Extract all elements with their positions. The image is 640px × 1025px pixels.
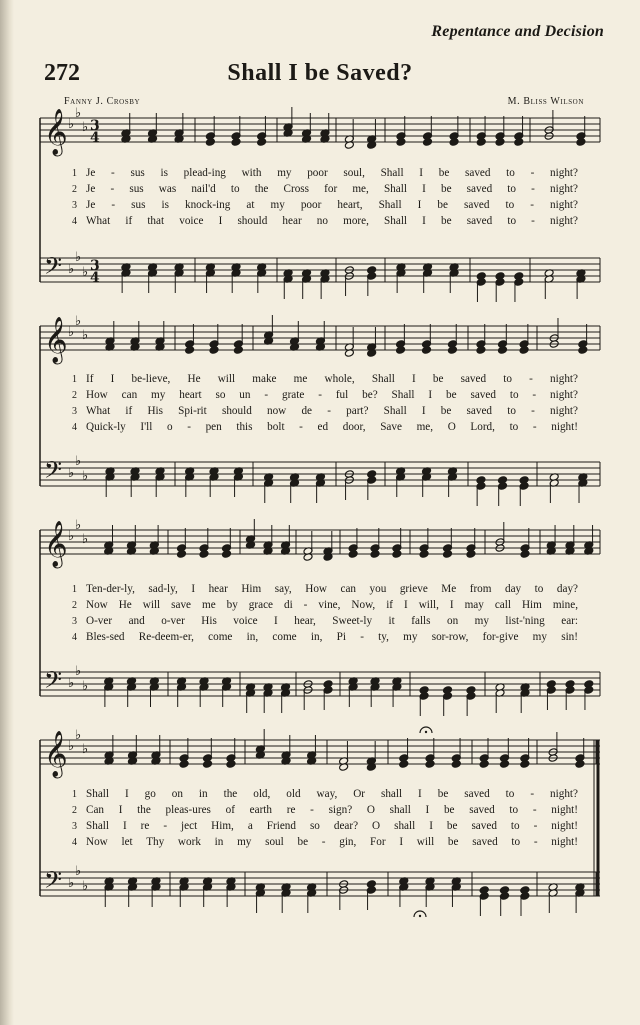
note-head bbox=[231, 138, 241, 147]
verse-number: 3 bbox=[72, 821, 77, 832]
lyric-text: How can my heart so un - grate - ful be? Shall I be saved to - night? bbox=[86, 389, 578, 401]
note-head bbox=[423, 138, 433, 147]
verse-number: 1 bbox=[72, 374, 77, 385]
words-credit: Fanny J. Crosby bbox=[64, 96, 141, 107]
note-head bbox=[205, 138, 215, 147]
note-head bbox=[500, 760, 510, 769]
note-head bbox=[476, 346, 486, 355]
note-head bbox=[222, 550, 232, 559]
verse-number: 1 bbox=[72, 789, 77, 800]
lyric-text: Shall I go on in the old, old way, Or shall I be saved to - night? bbox=[86, 788, 578, 800]
hymn-number: 272 bbox=[44, 60, 80, 86]
note-head bbox=[226, 760, 236, 769]
note-head bbox=[370, 550, 380, 559]
note-head bbox=[449, 138, 459, 147]
treble-clef-icon: 𝄞 bbox=[44, 317, 68, 363]
lyric-text: Shall I re - ject Him, a Friend so dear? O shall I be saved to - night! bbox=[86, 820, 578, 832]
note-head bbox=[498, 346, 508, 355]
flat-sign-icon: ♭ bbox=[68, 262, 75, 277]
music-credit: M. Bliss Wilson bbox=[507, 96, 584, 107]
flat-sign-icon: ♭ bbox=[82, 532, 89, 547]
bass-clef-icon: 𝄢 bbox=[44, 456, 63, 489]
lyric-line bbox=[86, 614, 578, 629]
note-head bbox=[179, 760, 189, 769]
note-head bbox=[479, 760, 489, 769]
lyric-line bbox=[86, 598, 578, 613]
note-head bbox=[451, 760, 461, 769]
lyric-line bbox=[86, 420, 578, 435]
note-head bbox=[466, 550, 476, 559]
treble-clef-icon: 𝄞 bbox=[44, 731, 68, 777]
note-head bbox=[519, 346, 529, 355]
note-head bbox=[495, 138, 505, 147]
bass-clef-icon: 𝄢 bbox=[44, 252, 63, 285]
note-head bbox=[209, 346, 219, 355]
flat-sign-icon: ♭ bbox=[68, 325, 75, 340]
bass-clef-icon: 𝄢 bbox=[44, 866, 63, 899]
note-head bbox=[575, 760, 585, 769]
note-head bbox=[396, 346, 406, 355]
note-head bbox=[392, 550, 402, 559]
treble-clef-icon: 𝄞 bbox=[44, 109, 68, 155]
hymn-title: Shall I be Saved? bbox=[227, 60, 413, 86]
flat-sign-icon: ♭ bbox=[82, 265, 89, 280]
note-head bbox=[578, 346, 588, 355]
lyric-line bbox=[86, 372, 578, 387]
note-head bbox=[514, 138, 524, 147]
verse-number: 1 bbox=[72, 584, 77, 595]
lyric-text: O-ver and o-ver His voice I hear, Sweet-ly it falls on my list-'ning ear: bbox=[86, 615, 578, 627]
note-head bbox=[576, 138, 586, 147]
verse-number: 1 bbox=[72, 168, 77, 179]
lyric-line bbox=[86, 214, 578, 229]
note-head bbox=[520, 760, 530, 769]
verse-number: 4 bbox=[72, 422, 77, 433]
section-title: Repentance and Decision bbox=[431, 23, 604, 40]
fermata-dot bbox=[425, 731, 427, 733]
lyric-text: Now He will save me by grace di - vine, Now, if I will, I may call Him mine, bbox=[86, 599, 578, 611]
lyric-text: Je - sus is knock-ing at my poor heart, Shall I be saved to - night? bbox=[86, 199, 578, 211]
flat-sign-icon: ♭ bbox=[75, 864, 82, 879]
verse-number: 2 bbox=[72, 390, 77, 401]
flat-sign-icon: ♭ bbox=[82, 742, 89, 757]
note-head bbox=[177, 550, 187, 559]
lyric-line bbox=[86, 166, 578, 181]
note-head bbox=[203, 760, 213, 769]
lyric-line bbox=[86, 198, 578, 213]
flat-sign-icon: ♭ bbox=[68, 529, 75, 544]
lyric-text: Quick-ly I'll o - pen this bolt - ed door, Save me, O Lord, to - night! bbox=[86, 421, 578, 433]
note-head bbox=[199, 550, 209, 559]
note-head bbox=[396, 138, 406, 147]
verse-number: 2 bbox=[72, 184, 77, 195]
flat-sign-icon: ♭ bbox=[75, 250, 82, 265]
note-head bbox=[185, 346, 195, 355]
note-head bbox=[520, 550, 530, 559]
flat-sign-icon: ♭ bbox=[75, 314, 82, 329]
note-head bbox=[257, 138, 267, 147]
note-head bbox=[443, 550, 453, 559]
flat-sign-icon: ♭ bbox=[82, 879, 89, 894]
lyric-line bbox=[86, 182, 578, 197]
verse-number: 2 bbox=[72, 805, 77, 816]
flat-sign-icon: ♭ bbox=[68, 739, 75, 754]
lyric-text: Je - sus was nail'd to the Cross for me, Shall I be saved to - night? bbox=[86, 183, 578, 195]
verse-number: 2 bbox=[72, 600, 77, 611]
lyric-line bbox=[86, 630, 578, 645]
flat-sign-icon: ♭ bbox=[82, 120, 89, 135]
lyric-text: If I be-lieve, He will make me whole, Shall I be saved to - night? bbox=[86, 373, 578, 385]
lyric-line bbox=[86, 835, 578, 850]
lyric-line bbox=[86, 803, 578, 818]
verse-number: 3 bbox=[72, 200, 77, 211]
verse-number: 3 bbox=[72, 406, 77, 417]
time-signature-digit: 3 bbox=[90, 118, 100, 134]
time-signature-digit: 3 bbox=[90, 258, 100, 274]
verse-number: 3 bbox=[72, 616, 77, 627]
note-head bbox=[425, 760, 435, 769]
lyric-text: Je - sus is plead-ing with my poor soul, Shall I be saved to - night? bbox=[86, 167, 578, 179]
lyric-text: Ten-der-ly, sad-ly, I hear Him say, How can you grieve Me from day to day? bbox=[86, 583, 578, 595]
flat-sign-icon: ♭ bbox=[68, 466, 75, 481]
note-head bbox=[476, 138, 486, 147]
verse-number: 4 bbox=[72, 632, 77, 643]
note-head bbox=[348, 550, 358, 559]
note-head bbox=[447, 346, 457, 355]
lyric-line bbox=[86, 819, 578, 834]
verse-number: 4 bbox=[72, 837, 77, 848]
lyric-text: What if His Spi-rit should now de - part? Shall I be saved to - night? bbox=[86, 405, 578, 417]
flat-sign-icon: ♭ bbox=[68, 676, 75, 691]
flat-sign-icon: ♭ bbox=[75, 728, 82, 743]
flat-sign-icon: ♭ bbox=[68, 117, 75, 132]
lyric-line bbox=[86, 787, 578, 802]
lyric-line bbox=[86, 582, 578, 597]
lyric-text: What if that voice I should hear no more, Shall I be saved to - night? bbox=[86, 215, 578, 227]
flat-sign-icon: ♭ bbox=[82, 469, 89, 484]
treble-clef-icon: 𝄞 bbox=[44, 521, 68, 567]
time-signature-digit: 4 bbox=[90, 130, 100, 146]
verse-number: 4 bbox=[72, 216, 77, 227]
note-head bbox=[419, 550, 429, 559]
flat-sign-icon: ♭ bbox=[82, 328, 89, 343]
note-head bbox=[233, 346, 243, 355]
flat-sign-icon: ♭ bbox=[75, 454, 82, 469]
flat-sign-icon: ♭ bbox=[75, 664, 82, 679]
time-signature-digit: 4 bbox=[90, 270, 100, 286]
lyric-line bbox=[86, 404, 578, 419]
flat-sign-icon: ♭ bbox=[75, 518, 82, 533]
lyric-text: Now let Thy work in my soul be - gin, For I will be saved to - night! bbox=[86, 836, 578, 848]
note-head bbox=[422, 346, 432, 355]
lyric-text: Bles-sed Re-deem-er, come in, come in, Pi - ty, my sor-row, for-give my sin! bbox=[86, 631, 578, 643]
flat-sign-icon: ♭ bbox=[75, 106, 82, 121]
lyric-text: Can I the pleas-ures of earth re - sign? O shall I be saved to - night! bbox=[86, 804, 578, 816]
bass-clef-icon: 𝄢 bbox=[44, 666, 63, 699]
fermata-dot bbox=[419, 915, 421, 917]
flat-sign-icon: ♭ bbox=[82, 679, 89, 694]
lyric-line bbox=[86, 388, 578, 403]
flat-sign-icon: ♭ bbox=[68, 876, 75, 891]
note-head bbox=[399, 760, 409, 769]
